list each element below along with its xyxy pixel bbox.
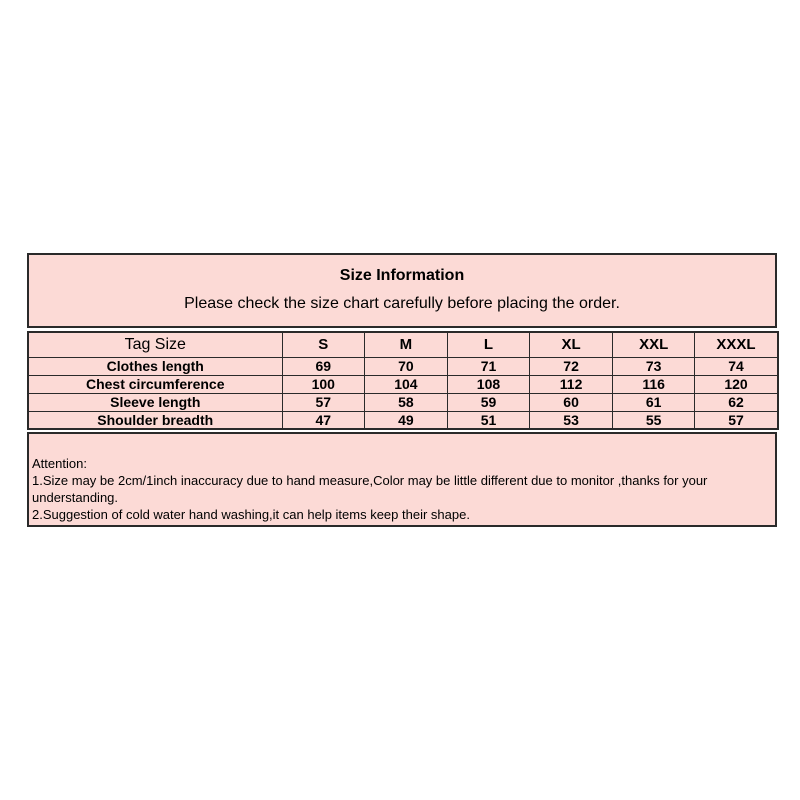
cell-value: 47 [282, 411, 365, 429]
cell-value: 71 [447, 357, 530, 375]
cell-value: 108 [447, 375, 530, 393]
cell-value: 61 [612, 393, 695, 411]
cell-value: 55 [612, 411, 695, 429]
size-table-header-row [28, 332, 778, 357]
size-header-s: S [282, 332, 365, 357]
attention-box [27, 432, 777, 527]
cell-value: 53 [530, 411, 613, 429]
size-header-m: M [365, 332, 448, 357]
row-label: Sleeve length [28, 393, 282, 411]
row-label: Clothes length [28, 357, 282, 375]
size-info-subtitle: Please check the size chart carefully before placing the order. [184, 295, 620, 312]
size-header-xl: XL [530, 332, 613, 357]
table-row-sleeve-length [28, 393, 778, 411]
cell-value: 58 [365, 393, 448, 411]
cell-value: 51 [447, 411, 530, 429]
cell-value: 104 [365, 375, 448, 393]
table-row-chest-circumference [28, 375, 778, 393]
attention-note-1: 1.Size may be 2cm/1inch inaccuracy due to hand measure,Color may be little different due to monitor ,thanks for your [32, 473, 708, 488]
table-row-shoulder-breadth [28, 411, 778, 429]
size-info-panel [27, 253, 777, 527]
attention-note-1-cont: understanding. [32, 490, 119, 505]
cell-value: 62 [695, 393, 778, 411]
cell-value: 57 [282, 393, 365, 411]
cell-value: 49 [365, 411, 448, 429]
cell-value: 72 [530, 357, 613, 375]
cell-value: 120 [695, 375, 778, 393]
cell-value: 74 [695, 357, 778, 375]
cell-value: 57 [695, 411, 778, 429]
cell-value: 70 [365, 357, 448, 375]
tag-size-header: Tag Size [28, 332, 282, 357]
cell-value: 59 [447, 393, 530, 411]
cell-value: 100 [282, 375, 365, 393]
size-header-xxxl: XXXL [695, 332, 778, 357]
cell-value: 112 [530, 375, 613, 393]
size-header-l: L [447, 332, 530, 357]
cell-value: 69 [282, 357, 365, 375]
attention-heading: Attention: [32, 456, 87, 471]
cell-value: 116 [612, 375, 695, 393]
size-info-title: Size Information [339, 267, 465, 284]
attention-note-2: 2.Suggestion of cold water hand washing,it can help items keep their shape. [32, 507, 470, 522]
size-header-xxl: XXL [612, 332, 695, 357]
size-table [27, 331, 779, 430]
row-label: Chest circumference [28, 375, 282, 393]
size-info-header [27, 253, 777, 328]
table-row-clothes-length [28, 357, 778, 375]
cell-value: 73 [612, 357, 695, 375]
cell-value: 60 [530, 393, 613, 411]
row-label: Shoulder breadth [28, 411, 282, 429]
